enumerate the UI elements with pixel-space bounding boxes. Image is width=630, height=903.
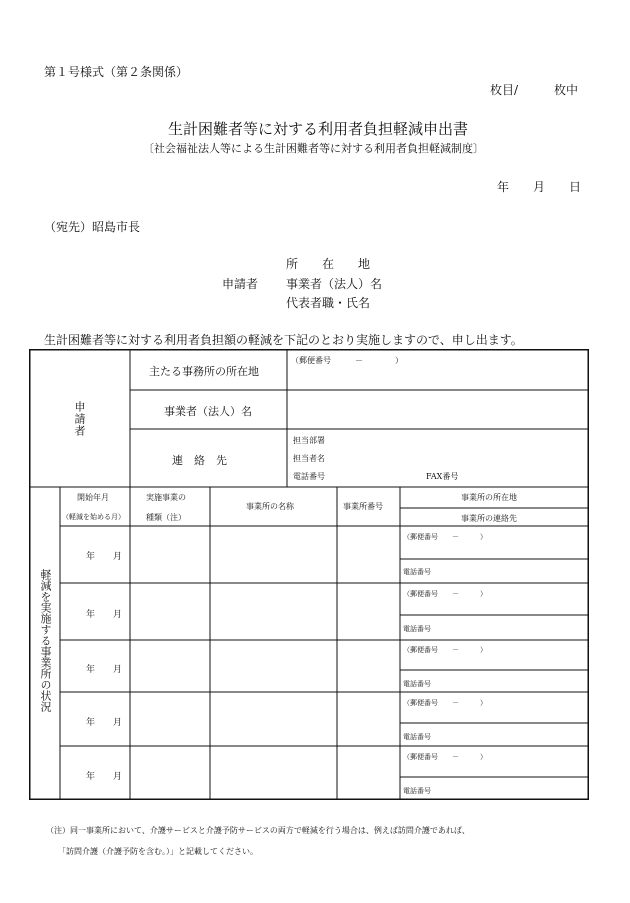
row-1-postal[interactable]: （郵便番号 － ） bbox=[403, 533, 487, 541]
person-field[interactable]: 担当者名 bbox=[293, 454, 325, 463]
col-service-type: 実施事業の bbox=[146, 493, 186, 502]
addressee: （宛先）昭島市長 bbox=[44, 220, 141, 234]
row-3-month[interactable]: 年 月 bbox=[86, 665, 123, 675]
contact-cell-label: 連 絡 先 bbox=[172, 454, 227, 467]
row-4-phone[interactable]: 電話番号 bbox=[403, 733, 431, 741]
page-subtitle: 〔社会福祉法人等による生計困難者等に対する利用者負担軽減制度〕 bbox=[143, 142, 484, 155]
row-2-month[interactable]: 年 月 bbox=[86, 610, 123, 620]
row-5-month[interactable]: 年 月 bbox=[86, 772, 123, 782]
dept-field[interactable]: 担当部署 bbox=[293, 436, 325, 445]
phone-field[interactable]: 電話番号 bbox=[293, 472, 325, 481]
representative-label[interactable]: 代表者職・氏名 bbox=[286, 296, 371, 310]
address-label[interactable]: 所 在 地 bbox=[286, 257, 371, 271]
row-5-phone[interactable]: 電話番号 bbox=[403, 787, 431, 795]
row-4-postal[interactable]: （郵便番号 － ） bbox=[403, 699, 487, 707]
applicant-heading: 申請者 bbox=[222, 277, 259, 291]
col-start-month-sub: （軽減を始める月） bbox=[62, 513, 125, 521]
note-line-2: 「訪問介護（介護予防を含む。）」と記載してください。 bbox=[58, 847, 258, 856]
main-office-postal[interactable]: （郵便番号 － ） bbox=[291, 356, 403, 365]
application-table bbox=[29, 349, 589, 800]
row-1-phone[interactable]: 電話番号 bbox=[403, 568, 431, 576]
col-office-contact: 事業所の連絡先 bbox=[461, 514, 517, 523]
row-1-month[interactable]: 年 月 bbox=[86, 552, 123, 562]
declaration-text: 生計困難者等に対する利用者負担額の軽減を下記のとおり実施しますので、申し出ます。 bbox=[44, 333, 523, 347]
form-number: 第１号様式（第２条関係） bbox=[44, 65, 189, 79]
col-office-address: 事業所の所在地 bbox=[461, 493, 517, 502]
main-office-label: 主たる事務所の所在地 bbox=[149, 365, 259, 378]
row-3-postal[interactable]: （郵便番号 － ） bbox=[403, 646, 487, 654]
row-5-postal[interactable]: （郵便番号 － ） bbox=[403, 753, 487, 761]
col-office-number: 事業所番号 bbox=[343, 502, 383, 511]
section-offices-label: 軽減を実施する事業所の状況 bbox=[39, 569, 52, 712]
row-4-month[interactable]: 年 月 bbox=[86, 718, 123, 728]
section-applicant-label: 申請者 bbox=[73, 401, 86, 437]
business-name-cell-label: 事業者（法人）名 bbox=[164, 405, 252, 418]
sheet-count[interactable]: 枚目/ 枚中 bbox=[490, 83, 579, 97]
col-start-month: 開始年月 bbox=[77, 493, 109, 502]
row-2-postal[interactable]: （郵便番号 － ） bbox=[403, 590, 487, 598]
col-office-name: 事業所の名称 bbox=[246, 502, 294, 511]
fax-field[interactable]: FAX番号 bbox=[426, 472, 459, 481]
date-field[interactable]: 年 月 日 bbox=[497, 180, 582, 194]
business-name-label[interactable]: 事業者（法人）名 bbox=[286, 277, 383, 291]
page-title: 生計困難者等に対する利用者負担軽減申出書 bbox=[168, 120, 469, 138]
table-grid-lines bbox=[29, 349, 589, 800]
col-service-type-sub: 種類（注） bbox=[146, 513, 186, 522]
row-2-phone[interactable]: 電話番号 bbox=[403, 625, 431, 633]
row-3-phone[interactable]: 電話番号 bbox=[403, 680, 431, 688]
note-line-1: （注）同一事業所において、介護サービスと介護予防サービスの両方で軽減を行う場合は、例えば訪問介護であれば、 bbox=[46, 826, 470, 835]
